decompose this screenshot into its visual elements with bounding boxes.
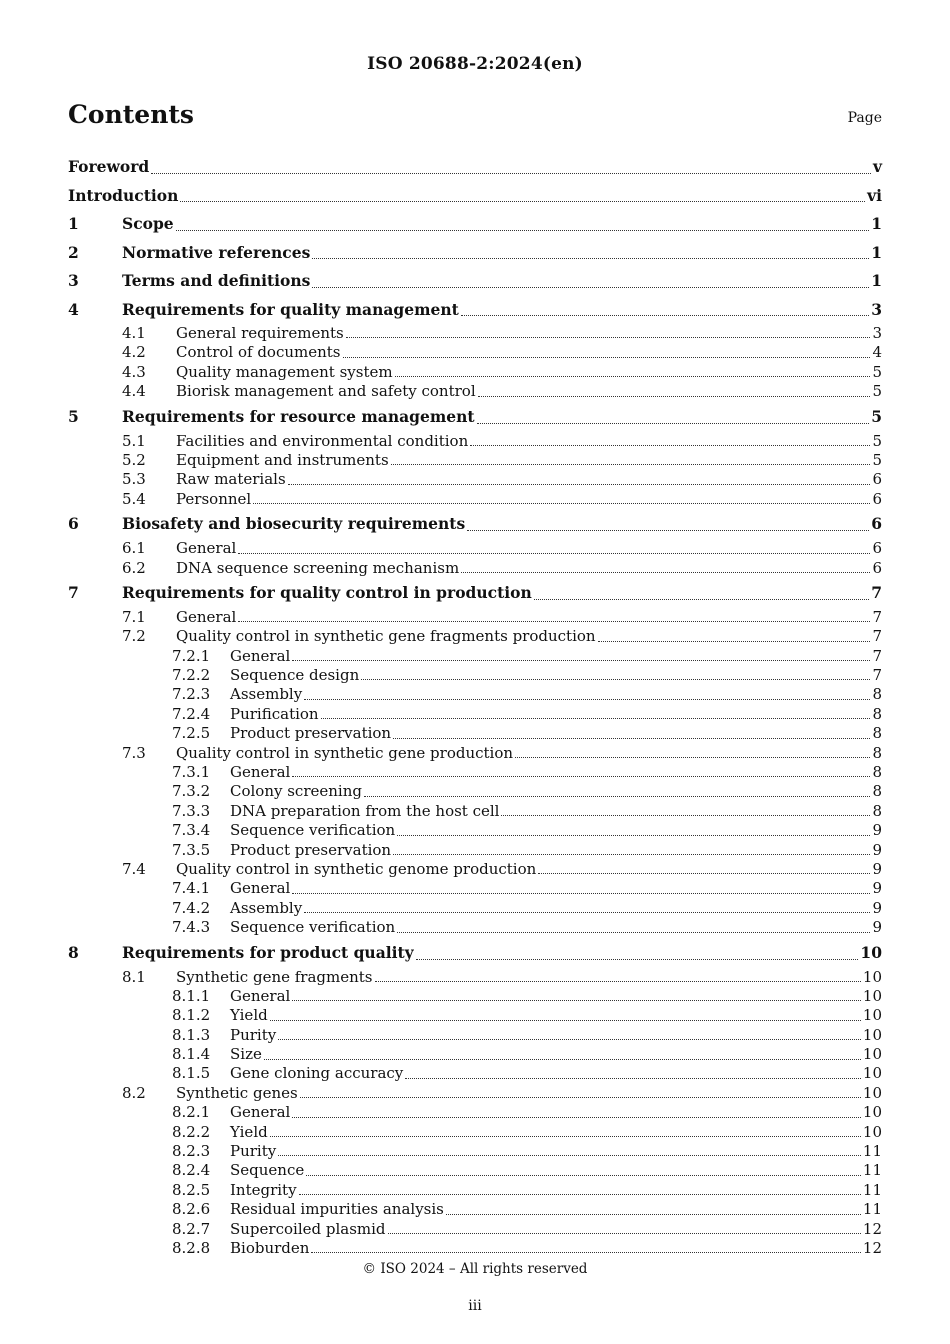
toc-entry[interactable]	[68, 987, 882, 1006]
toc-entry-page[interactable]: 7	[872, 607, 882, 626]
toc-entry-title[interactable]: Integrity	[230, 1180, 297, 1199]
toc-entry-number: 7.1	[122, 607, 146, 626]
toc-entry-number: 6.2	[122, 558, 146, 577]
dot-leader	[278, 1038, 861, 1040]
toc-entry-title[interactable]: Synthetic genes	[176, 1083, 298, 1102]
dot-leader	[253, 502, 870, 504]
dot-leader	[292, 999, 861, 1001]
toc-entry[interactable]	[68, 539, 882, 558]
toc-entry[interactable]	[68, 647, 882, 666]
dot-leader	[311, 1251, 860, 1253]
dot-leader	[538, 872, 870, 874]
toc-entry[interactable]	[68, 239, 882, 268]
toc-entry[interactable]	[68, 1026, 882, 1045]
toc-entry-number: 4.3	[122, 362, 146, 381]
toc-entry[interactable]	[68, 899, 882, 918]
toc-entry-number: 5.2	[122, 450, 146, 469]
toc-entry-page[interactable]: 10	[862, 1006, 882, 1025]
toc-entry-page[interactable]: 10	[862, 1122, 882, 1141]
toc-entry[interactable]	[68, 182, 882, 211]
toc-entry-number: 7.4	[122, 859, 146, 878]
dot-leader	[343, 356, 871, 358]
toc-entry-number: 8.1.5	[172, 1064, 211, 1083]
toc-entry-page[interactable]: 7	[872, 666, 882, 685]
toc-entry[interactable]	[68, 1142, 882, 1161]
toc-entry-number: 2	[68, 242, 79, 262]
toc-entry-page[interactable]: 1	[871, 242, 882, 262]
toc-entry-title[interactable]: Bioburden	[230, 1239, 310, 1257]
toc-entry-page[interactable]: 9	[872, 879, 882, 898]
toc-entry-number: 3	[68, 271, 79, 290]
toc-entry-number: 6.1	[122, 539, 146, 558]
dot-leader	[312, 286, 869, 288]
toc-entry-page[interactable]: 8	[872, 704, 882, 723]
toc-entry-page[interactable]: 6	[871, 514, 882, 534]
dot-leader	[467, 529, 869, 531]
toc-entry-number: 7.2.2	[172, 666, 211, 685]
toc-entry-number: 1	[68, 214, 79, 233]
toc-entry-page[interactable]: 6	[872, 539, 882, 558]
toc-entry-title[interactable]: Yield	[230, 1006, 268, 1025]
dot-leader	[292, 775, 870, 777]
toc-entry[interactable]	[68, 724, 882, 743]
toc-entry-title[interactable]: General	[176, 539, 237, 558]
toc-entry-number: 7.4.3	[172, 918, 211, 937]
toc-entry[interactable]	[68, 559, 882, 578]
toc-entry-page[interactable]: 8	[872, 724, 882, 743]
toc-entry[interactable]	[68, 432, 882, 451]
dot-leader	[515, 756, 870, 758]
dot-leader	[270, 1135, 861, 1137]
toc-entry-page[interactable]: 5	[872, 431, 882, 450]
toc-entry-number: 8.2	[122, 1083, 146, 1102]
toc-entry-title[interactable]: Personnel	[176, 489, 252, 508]
dot-leader	[306, 1174, 861, 1176]
toc-entry-title[interactable]: Product preservation	[230, 840, 392, 859]
toc-entry-page[interactable]: 9	[872, 821, 882, 840]
toc-entry-title[interactable]: Sequence verification	[230, 918, 396, 937]
page-column-label: Page	[847, 110, 882, 126]
dot-leader	[292, 659, 870, 661]
dot-leader	[312, 257, 869, 259]
toc-entry-number: 7.2.1	[172, 646, 211, 665]
toc-entry-page[interactable]: 9	[872, 859, 882, 878]
toc-entry-number: 4.1	[122, 323, 146, 342]
toc-entry-title[interactable]: DNA sequence screening mechanism	[176, 558, 460, 577]
toc-entry-title[interactable]: Quality control in synthetic gene production	[176, 743, 514, 762]
toc-entry-number: 8.2.8	[172, 1239, 211, 1257]
dot-leader	[397, 834, 870, 836]
toc-entry-number: 5.4	[122, 489, 146, 508]
toc-entry-title[interactable]: Purification	[230, 704, 319, 723]
toc-entry-page[interactable]: 3	[871, 299, 882, 319]
toc-entry-page[interactable]: 10	[862, 1083, 882, 1102]
toc-entry[interactable]	[68, 744, 882, 763]
toc-entry-page[interactable]: 5	[871, 406, 882, 426]
toc-entry-title[interactable]: Quality control in synthetic gene fragments production	[176, 627, 596, 646]
toc-entry-title[interactable]: Foreword	[68, 157, 150, 176]
dot-leader	[299, 1193, 861, 1195]
dot-leader	[288, 483, 871, 485]
toc-entry[interactable]	[68, 918, 882, 937]
toc-entry-number: 8.2.4	[172, 1161, 211, 1180]
document-id-header: ISO 20688-2:2024(en)	[367, 54, 583, 74]
toc-entry-number: 8.1.3	[172, 1025, 211, 1044]
toc-entry-title[interactable]: Sequence design	[230, 666, 360, 685]
dot-leader	[477, 422, 870, 424]
toc-entry-number: 7.4.1	[172, 879, 211, 898]
toc-entry-number: 8	[68, 942, 79, 962]
toc-entry-page[interactable]: 5	[872, 362, 882, 381]
toc-entry-page[interactable]: 10	[860, 942, 882, 962]
toc-entry-page[interactable]: vi	[867, 185, 882, 205]
toc-entry-page[interactable]: 6	[872, 558, 882, 577]
toc-entry-number: 7.3.3	[172, 801, 211, 820]
toc-entry-title[interactable]: Requirements for quality control in production	[122, 582, 532, 602]
toc-entry-page[interactable]: 4	[872, 343, 882, 362]
toc-entry-page[interactable]: 9	[872, 898, 882, 917]
dot-leader	[151, 172, 871, 174]
dot-leader	[270, 1019, 861, 1021]
toc-entry[interactable]	[68, 296, 882, 325]
toc-entry-page[interactable]: 8	[872, 763, 882, 782]
toc-entry-number: 8.1.4	[172, 1045, 211, 1064]
toc-entry-page[interactable]: 10	[862, 967, 882, 986]
toc-entry-title[interactable]: Biorisk management and safety control	[176, 382, 476, 401]
toc-entry-page[interactable]: 10	[862, 1025, 882, 1044]
toc-entry-title[interactable]: Product preservation	[230, 724, 392, 743]
dot-leader	[461, 314, 869, 316]
toc-entry-title[interactable]: Requirements for quality management	[122, 299, 459, 319]
toc-entry-page[interactable]: 12	[862, 1239, 882, 1257]
toc-entry-page[interactable]: 8	[872, 782, 882, 801]
toc-entry[interactable]	[68, 267, 882, 296]
toc-entry-title[interactable]: Requirements for product quality	[122, 942, 414, 962]
toc-entry-page[interactable]: 10	[862, 1045, 882, 1064]
toc-entry-number: 4	[68, 299, 79, 319]
toc-entry-title[interactable]: Control of documents	[176, 343, 341, 362]
toc-entry-page[interactable]: 11	[862, 1161, 882, 1180]
toc-entry-page[interactable]: 1	[871, 271, 882, 290]
toc-entry[interactable]	[68, 470, 882, 489]
toc-entry-number: 8.1.2	[172, 1006, 211, 1025]
toc-entry-page[interactable]: 8	[872, 685, 882, 704]
dot-leader	[238, 620, 870, 622]
toc-entry[interactable]	[68, 382, 882, 401]
dot-leader	[176, 229, 870, 231]
toc-entry[interactable]	[68, 363, 882, 382]
toc-entry-number: 4.4	[122, 382, 146, 401]
toc-entry-page[interactable]: 11	[862, 1180, 882, 1199]
dot-leader	[446, 1213, 861, 1215]
toc-entry[interactable]	[68, 1220, 882, 1239]
toc-entry-number: 7.2.3	[172, 685, 211, 704]
dot-leader	[416, 958, 859, 960]
toc-entry-number: 4.2	[122, 343, 146, 362]
toc-entry-page[interactable]: 7	[872, 627, 882, 646]
toc-entry-number: 7.2.5	[172, 724, 211, 743]
toc-entry-title[interactable]: General requirements	[176, 323, 344, 342]
toc-entry-page[interactable]: 9	[872, 918, 882, 937]
dot-leader	[598, 640, 871, 642]
toc-entry-title[interactable]: Requirements for resource management	[122, 406, 475, 426]
toc-entry-number: 8.2.7	[172, 1219, 211, 1238]
toc-entry-page[interactable]: 7	[871, 582, 882, 602]
toc-entry-title[interactable]: Equipment and instruments	[176, 450, 389, 469]
dot-leader	[388, 1232, 861, 1234]
toc-entry[interactable]	[68, 578, 882, 608]
toc-entry-title[interactable]: Normative references	[122, 242, 311, 262]
toc-entry-number: 8.2.2	[172, 1122, 211, 1141]
toc-entry-title[interactable]: Size	[230, 1045, 262, 1064]
dot-leader	[478, 395, 871, 397]
toc-entry-title[interactable]: Yield	[230, 1122, 268, 1141]
toc-entry-number: 8.2.6	[172, 1200, 211, 1219]
toc-entry-title[interactable]: General	[230, 763, 291, 782]
toc-entry-title[interactable]: Residual impurities analysis	[230, 1200, 444, 1219]
copyright-notice: © ISO 2024 – All rights reserved	[362, 1261, 588, 1277]
toc-entry[interactable]	[68, 968, 882, 987]
toc-entry-title[interactable]: Biosafety and biosecurity requirements	[122, 514, 466, 534]
toc-entry[interactable]	[68, 1045, 882, 1064]
toc-entry-number: 8.1.1	[172, 986, 211, 1005]
toc-entry-title[interactable]: Quality management system	[176, 362, 393, 381]
toc-entry[interactable]	[68, 402, 882, 432]
toc-entry[interactable]	[68, 608, 882, 627]
dot-leader	[501, 814, 870, 816]
toc-entry-title[interactable]: Purity	[230, 1025, 277, 1044]
toc-entry-title[interactable]: Terms and definitions	[122, 271, 311, 290]
toc-entry-title[interactable]: General	[230, 879, 291, 898]
toc-entry-number: 6	[68, 514, 79, 534]
toc-entry-number: 8.2.5	[172, 1180, 211, 1199]
toc-entry[interactable]	[68, 685, 882, 704]
toc-entry[interactable]	[68, 821, 882, 840]
toc-entry-title[interactable]: Gene cloning accuracy	[230, 1064, 404, 1083]
dot-leader	[180, 200, 865, 202]
toc-entry-title[interactable]: Quality control in synthetic genome production	[176, 859, 537, 878]
toc-entry[interactable]	[68, 1123, 882, 1142]
dot-leader	[364, 795, 870, 797]
toc-entry-number: 7.3.1	[172, 763, 211, 782]
toc-entry-page[interactable]: 6	[872, 489, 882, 508]
toc-entry-page[interactable]: 9	[872, 840, 882, 859]
dot-leader	[238, 552, 870, 554]
toc-entry[interactable]	[68, 1006, 882, 1025]
toc-entry-page[interactable]: 10	[862, 1103, 882, 1122]
toc-entry-title[interactable]: DNA preparation from the host cell	[230, 801, 500, 820]
toc-entry[interactable]	[68, 451, 882, 470]
toc-entry-number: 7.4.2	[172, 898, 211, 917]
toc-entry[interactable]	[68, 490, 882, 509]
dot-leader	[393, 737, 870, 739]
toc-entry[interactable]	[68, 841, 882, 860]
toc-entry-page[interactable]: 10	[862, 986, 882, 1005]
page-number: iii	[468, 1298, 482, 1314]
toc-entry[interactable]	[68, 1084, 882, 1103]
toc-entry-number: 7.2	[122, 627, 146, 646]
toc-entry-title[interactable]: Sequence verification	[230, 821, 396, 840]
toc-entry-title[interactable]: Synthetic gene fragments	[176, 967, 373, 986]
toc-entry-number: 5.1	[122, 431, 146, 450]
toc-entry-title[interactable]: Introduction	[68, 185, 179, 205]
toc-entry-title[interactable]: Colony screening	[230, 782, 362, 801]
toc-entry-title[interactable]: Assembly	[230, 898, 303, 917]
toc-entry-page[interactable]: v	[872, 157, 882, 176]
toc-entry-page[interactable]: 12	[862, 1219, 882, 1238]
toc-entry-title[interactable]: Raw materials	[176, 470, 286, 489]
toc-entry-title[interactable]: Facilities and environmental condition	[176, 431, 469, 450]
toc-entry-title[interactable]: Supercoiled plasmid	[230, 1219, 386, 1238]
toc-entry-title[interactable]: General	[230, 986, 291, 1005]
toc-entry[interactable]	[68, 938, 882, 968]
page-title: Contents	[68, 100, 195, 129]
table-of-contents	[68, 153, 882, 1258]
toc-entry[interactable]	[68, 1200, 882, 1219]
toc-entry-page[interactable]: 3	[872, 323, 882, 342]
dot-leader	[397, 931, 870, 933]
toc-entry[interactable]	[68, 666, 882, 685]
toc-entry-title[interactable]: General	[230, 1103, 291, 1122]
toc-entry[interactable]	[68, 210, 882, 239]
toc-entry[interactable]	[68, 879, 882, 898]
toc-entry-page[interactable]: 8	[872, 801, 882, 820]
toc-entry[interactable]	[68, 153, 882, 182]
toc-entry-title[interactable]: Assembly	[230, 685, 303, 704]
toc-entry-number: 7.3	[122, 743, 146, 762]
toc-entry[interactable]	[68, 343, 882, 362]
dot-leader	[300, 1096, 861, 1098]
toc-entry-page[interactable]: 7	[872, 646, 882, 665]
dot-leader	[346, 336, 871, 338]
toc-entry-title[interactable]: General	[176, 607, 237, 626]
toc-entry-title[interactable]: Sequence	[230, 1161, 305, 1180]
dot-leader	[304, 698, 870, 700]
toc-entry-number: 5	[68, 406, 79, 426]
toc-entry-title[interactable]: General	[230, 646, 291, 665]
toc-entry-number: 7.3.4	[172, 821, 211, 840]
toc-entry[interactable]	[68, 509, 882, 539]
toc-entry[interactable]	[68, 1239, 882, 1258]
dot-leader	[292, 1116, 861, 1118]
toc-entry-number: 5.3	[122, 470, 146, 489]
dot-leader	[405, 1077, 861, 1079]
toc-entry[interactable]	[68, 705, 882, 724]
toc-entry[interactable]	[68, 1065, 882, 1084]
toc-entry[interactable]	[68, 627, 882, 646]
toc-entry-page[interactable]: 5	[872, 382, 882, 401]
toc-entry-number: 7.2.4	[172, 704, 211, 723]
toc-entry[interactable]	[68, 1103, 882, 1122]
toc-entry-number: 7.3.2	[172, 782, 211, 801]
dot-leader	[391, 463, 871, 465]
toc-entry-title[interactable]: Purity	[230, 1142, 277, 1161]
dot-leader	[361, 678, 870, 680]
toc-entry[interactable]	[68, 782, 882, 801]
toc-entry-number: 8.2.1	[172, 1103, 211, 1122]
dot-leader	[534, 598, 869, 600]
toc-entry[interactable]	[68, 324, 882, 343]
toc-entry[interactable]	[68, 860, 882, 879]
dot-leader	[292, 892, 870, 894]
toc-entry-page[interactable]: 5	[872, 450, 882, 469]
toc-entry-page[interactable]: 6	[872, 470, 882, 489]
dot-leader	[304, 911, 870, 913]
dot-leader	[278, 1154, 861, 1156]
dot-leader	[395, 375, 871, 377]
dot-leader	[375, 980, 861, 982]
toc-entry-number: 7.3.5	[172, 840, 211, 859]
toc-entry-page[interactable]: 10	[862, 1064, 882, 1083]
dot-leader	[470, 444, 870, 446]
toc-entry-title[interactable]: Scope	[122, 214, 174, 233]
toc-entry[interactable]	[68, 802, 882, 821]
toc-entry-page[interactable]: 11	[862, 1200, 882, 1219]
toc-entry-page[interactable]: 11	[862, 1142, 882, 1161]
toc-entry[interactable]	[68, 1181, 882, 1200]
toc-entry-page[interactable]: 8	[872, 743, 882, 762]
toc-entry-page[interactable]: 1	[871, 214, 882, 233]
dot-leader	[393, 853, 870, 855]
toc-entry-number: 8.2.3	[172, 1142, 211, 1161]
dot-leader	[321, 717, 871, 719]
dot-leader	[461, 571, 870, 573]
toc-entry[interactable]	[68, 763, 882, 782]
toc-entry-number: 8.1	[122, 967, 146, 986]
dot-leader	[264, 1058, 861, 1060]
toc-entry-number: 7	[68, 582, 79, 602]
toc-entry[interactable]	[68, 1161, 882, 1180]
